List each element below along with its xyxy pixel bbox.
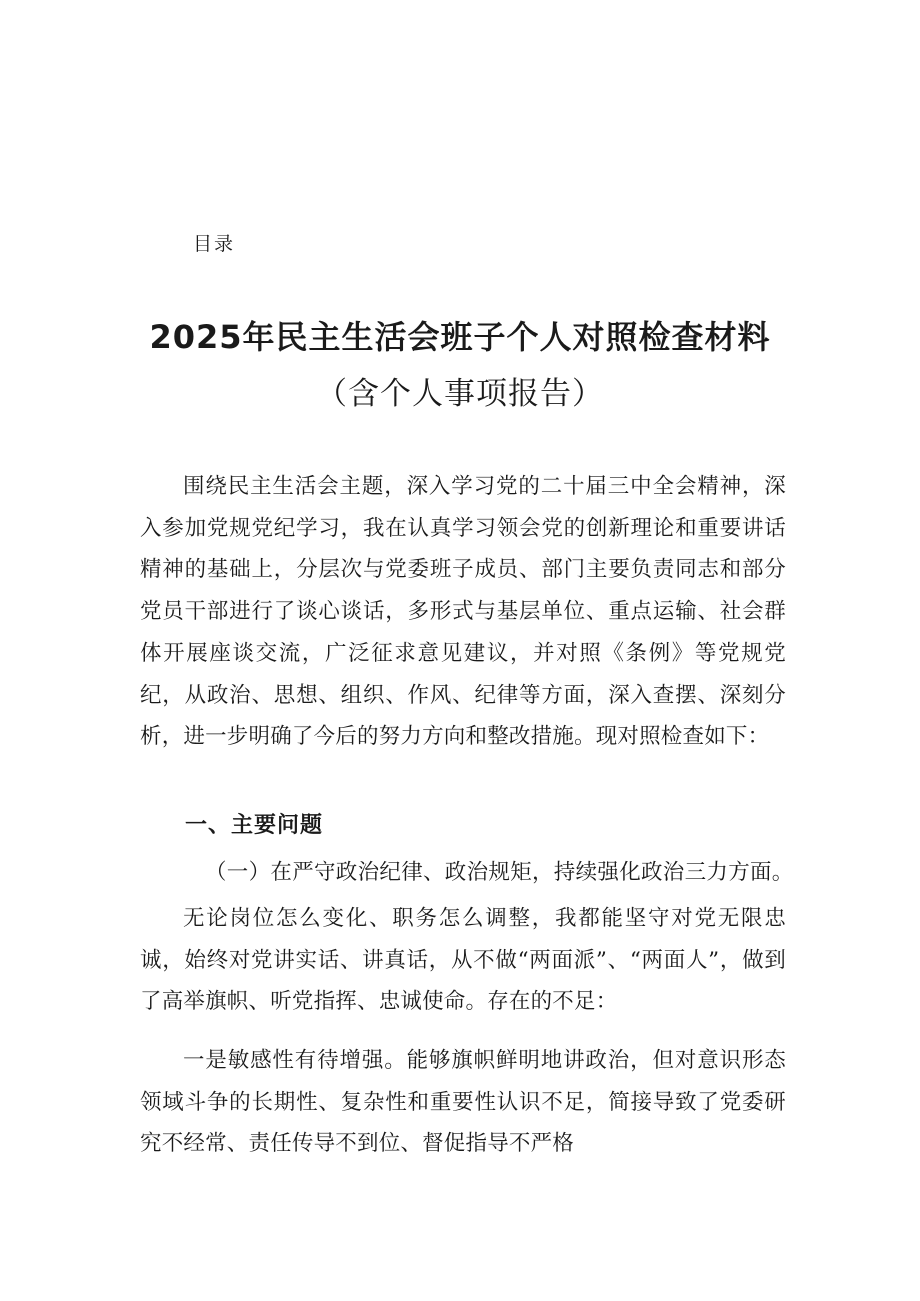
document-title: 2025年民主生活会班子个人对照检查材料	[149, 318, 771, 356]
subsection-heading: （一）在严守政治纪律、政治规矩，持续强化政治三力方面。	[205, 860, 794, 885]
body-paragraph-issue-one: 一是敏感性有待增强。能够旗帜鲜明地讲政治，但对意识形态领域斗争的长期性、复杂性和重要性认识不足，简接导致了党委研究不经常、责任传导不到位、督促指导不严格	[140, 1048, 786, 1157]
body-paragraph: 无论岗位怎么变化、职务怎么调整，我都能坚守对党无限忠诚，始终对党讲实话、讲真话，从不做“两面派”、“两面人”，做到了高举旗帜、听党指挥、忠诚使命。存在的不足：	[140, 906, 786, 1015]
document-subtitle: （含个人事项报告）	[316, 376, 604, 412]
section-heading: 一、主要问题	[185, 813, 324, 838]
intro-paragraph: 围绕民主生活会主题，深入学习党的二十届三中全会精神，深入参加党规党纪学习，我在认真学习领会党的创新理论和重要讲话精神的基础上，分层次与党委班子成员、部门主要负责同志和部分党员干部进行了谈心谈话，多形式与基层单位、重点运输、社会群体开展座谈交流，广泛征求意见建议，并对照《条例》等党规党纪，从政治、思想、组织、作风、纪律等方面，深入查摆、深刻分析，进一步明确了今后的努力方向和整改措施。现对照检查如下：	[140, 474, 786, 750]
toc-label: 目录	[193, 233, 236, 255]
